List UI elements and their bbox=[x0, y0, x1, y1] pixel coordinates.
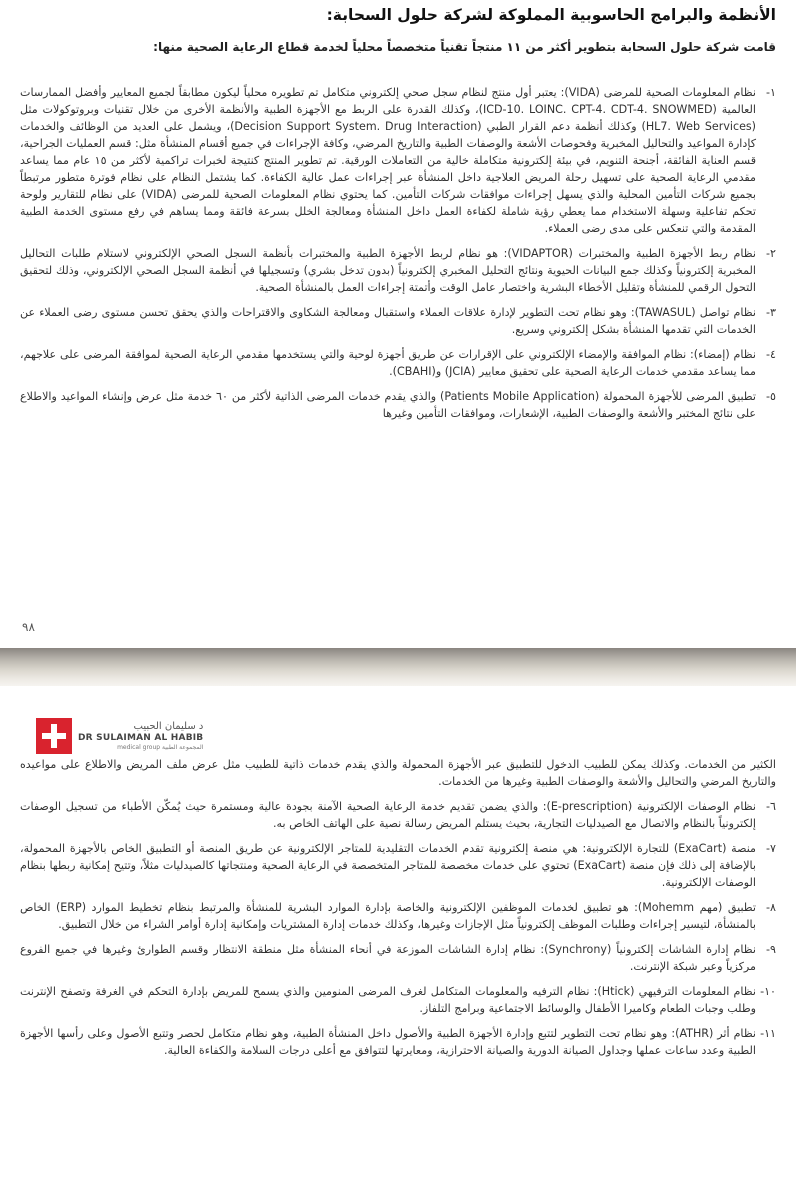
item-text: نظام الوصفات الإلكترونية (E-prescription): والذي يضمن تقديم خدمة الرعاية الصحية الآمنة بجودة عالية ومستمرة حيث يُمكّن الأطباء من تسجيل الوصفات إلكترونياً بالنظام والاتصال مع الصيدليات التجارية، بحيث يستلم المريض رسالة نصية على الهاتف الخاص به. bbox=[20, 800, 756, 830]
item-text: الكثير من الخدمات. وكذلك يمكن للطبيب الدخول للتطبيق عبر الأجهزة المحمولة والذي يقدم خدمات ذاتية للطبيب مثل عرض ملف المريض والاطلاع على مواعيده والتاريخ المرضي والتحاليل والأشعة والوصفات الطبية وغيرها من الخدمات. bbox=[20, 758, 776, 788]
page-number: ٩٨ bbox=[22, 620, 35, 634]
company-logo bbox=[36, 716, 203, 756]
logo-subtitle: medical group المجموعة الطبية bbox=[117, 743, 204, 751]
item-number: ٧- bbox=[766, 842, 776, 855]
item-number: ٩- bbox=[766, 943, 776, 956]
item-number: ١١- bbox=[760, 1027, 776, 1040]
page-title: الأنظمة والبرامج الحاسوبية المملوكة لشركة حلول السحابة: bbox=[326, 6, 776, 24]
item-text: نظام المعلومات الترفيهي (Htick): نظام الترفيه والمعلومات المتكامل لغرف المرضى المنومين والذي يسمح للمريض بإدارة التحكم في الغرفة وتصفح الإنترنت وطلب وجبات الطعام وكاميرا الأطفال والوسائط الاجتماعية وبرامج التلفاز. bbox=[20, 985, 756, 1015]
list-item bbox=[20, 1025, 776, 1059]
item-text: نظام إدارة الشاشات إلكترونياً (Synchrony): نظام إدارة الشاشات الموزعة في أنحاء المنشأة مثل منطقة الانتظار وقسم الطوارئ وغيرها في جميع الفروع مركزياً وعبر شبكة الإنترنت. bbox=[20, 943, 756, 973]
item-number: ٤- bbox=[766, 348, 776, 361]
list-item bbox=[20, 983, 776, 1017]
page-bottom bbox=[0, 686, 796, 1200]
item-number: ٢- bbox=[766, 247, 776, 260]
logo-text bbox=[78, 721, 203, 752]
item-text: نظام تواصل (TAWASUL): وهو نظام تحت التطوير لإدارة علاقات العملاء واستقبال ومعالجة الشكاوى والاقتراحات والذي يحقق تحسن مستوى رضى العملاء عن الخدمات التي تقدمها المنشأة بشكل إلكتروني وسريع. bbox=[20, 306, 756, 336]
product-list-top bbox=[20, 84, 776, 430]
item-number: ٣- bbox=[766, 306, 776, 319]
logo-english: DR SULAIMAN AL HABIB bbox=[78, 732, 204, 743]
list-item bbox=[20, 899, 776, 933]
list-item bbox=[20, 840, 776, 891]
item-text: نظام ربط الأجهزة الطبية والمختبرات (VIDAPTOR): هو نظام لربط الأجهزة الطبية والمختبرات بأنظمة السجل الصحي الإلكتروني لاستلام طلبات التحاليل المخبرية إلكترونياً وكذلك جمع البيانات الحيوية ونتائج التحليل المخبري إلكترونياً (بدون تدخل بشري) وتسجيلها في أنظمة السجل الصحي الإلكتروني، وذلك لتحقيق التحول الرقمي للمنشأة وتقليل الأخطاء البشرية واختصار عامل الوقت وأتمتة إجراءات العمل بالمنشأة الصحية. bbox=[20, 247, 756, 294]
list-item bbox=[20, 941, 776, 975]
item-text: نظام (إمضاء): نظام الموافقة والإمضاء الإلكتروني على الإقرارات عن طريق أجهزة لوحية والتي يستخدمها مقدمي الرعاية الصحية لموافقة المرضى على علاجهم، مما يساعد مقدمي خدمات الرعاية الصحية على تحقيق معايير (JCIA) و(CBAHI). bbox=[20, 348, 756, 378]
item-number: ٥- bbox=[766, 390, 776, 403]
list-item bbox=[20, 304, 776, 338]
item-number: ١- bbox=[766, 86, 776, 99]
list-item bbox=[20, 245, 776, 296]
product-list-bottom bbox=[20, 756, 776, 1067]
page-separator bbox=[0, 648, 796, 686]
logo-arabic: د سليمان الحبيب bbox=[133, 720, 204, 732]
list-item bbox=[20, 84, 776, 237]
list-item bbox=[20, 346, 776, 380]
item-number: ١٠- bbox=[760, 985, 776, 998]
continued-paragraph bbox=[20, 756, 776, 790]
item-text: نظام المعلومات الصحية للمرضى (VIDA): يعتبر أول منتج لنظام سجل صحي إلكتروني متكامل تم تطويره محلياً ليكون مطابقاً لجميع المعايير وأفضل الممارسات العالمية (ICD-10. LOINC. CPT-4. CDT-4. SNOWMED)، وكذلك القدرة على الربط مع الأجهزة الطبية والأنظمة الأخرى من خلال تقنيات وبروتوكولات مثل (HL7. Web Services) وكذلك أنظمة دعم القرار الطبي (Decision Support System. Drug Interaction)، ويشمل على العديد من الوظائف والخدمات كإدارة المواعيد والتحاليل المخبرية وفحوصات الأشعة والوصفات الطبية والتاريخ المرضي، وكافة الإجراءات في جميع أقسام المنشأة مثل: قسم العمليات الجراحية، قسم العناية الفائقة، أجنحة التنويم، في بيئة إلكترونية متكاملة خالية من التعاملات الورقية. تم تطوير المنتج كنتيجة لخبرات تراكمية لأكثر من ١٥ عام مما يساعد مقدمي الرعاية الصحية على تسهيل رحلة المريض العلاجية داخل المنشأة عبر إجراءات عمل عالية الكفاءة. كما يشتمل النظام على نظام فوترة متطور مرتبطاً بجميع شركات التأمين المحلية والذي يسهل إجراءات موافقات شركات التأمين. كما يحتوي نظام المعلومات الصحية للمرضى (VIDA) على نظام للتقارير ولوحة تحكم تفاعلية وسهلة الاستخدام مما يعطي رؤية شاملة لكفاءة العمل داخل المنشأة ومعالجة الخلل بسرعة فائقة ومما يساهم في رفع مستوى الخدمة الطبية المقدمة والتي تنعكس على مدى رضى العملاء. bbox=[20, 86, 756, 235]
item-number: ٦- bbox=[766, 800, 776, 813]
list-item bbox=[20, 388, 776, 422]
item-number: ٨- bbox=[766, 901, 776, 914]
list-item bbox=[20, 798, 776, 832]
item-text: تطبيق المرضى للأجهزة المحمولة (Patients Mobile Application) والذي يقدم خدمات المرضى الذاتية لأكثر من ٦٠ خدمة مثل عرض وإنشاء المواعيد والاطلاع على نتائج المختبر والأشعة والوصفات الطبية، الإشعارات، وموافقات التأمين وغيرها bbox=[20, 390, 756, 420]
intro-paragraph: قامت شركة حلول السحابة بتطوير أكثر من ١١ منتجاً تقنياً متخصصاً محلياً لخدمة قطاع الرعاية الصحية منها: bbox=[153, 40, 776, 54]
logo-cross-icon bbox=[36, 718, 72, 754]
item-text: نظام أثر (ATHR): وهو نظام تحت التطوير لتتبع وإدارة الأجهزة الطبية والأصول داخل المنشأة الطبية، وهو نظام متكامل لحصر وتتبع الأصول وعلى رأسها الأجهزة الطبية وعدد ساعات عملها وجداول الصيانة الدورية والصيانة الاحترازية، ومعايرتها لتتوافق مع أعلى درجات السلامة والكفاءة العالية. bbox=[20, 1027, 757, 1057]
item-text: منصة (ExaCart) للتجارة الإلكترونية: هي منصة إلكترونية تقدم الخدمات التقليدية للمتاجر الإلكترونية عن طريق المنصة أو التطبيق الخاص بالأجهزة المحمولة، بالإضافة إلى ذلك فإن منصة (ExaCart) تحتوي على خدمات مخصصة للمتاجر المتخصصة في الرعاية الصحية ومنتجاتها كالصيدليات مثلاً، وتتيح إمكانية ربطها بنظام الوصفات الإلكترونية. bbox=[20, 842, 756, 889]
item-text: تطبيق (مهم Mohemm): هو تطبيق لخدمات الموظفين الإلكترونية والخاصة بإدارة الموارد البشرية للمنشأة والمرتبط بنظام تخطيط الموارد (ERP) الخاص بالمنشأة، لتيسير إجراءات وطلبات الموظف إلكترونياً مثل الإجازات وغيرها، وكذلك خدمات إدارة المشتريات وإمكانية إدارة أوامر الشراء من خلال التطبيق. bbox=[20, 901, 756, 931]
